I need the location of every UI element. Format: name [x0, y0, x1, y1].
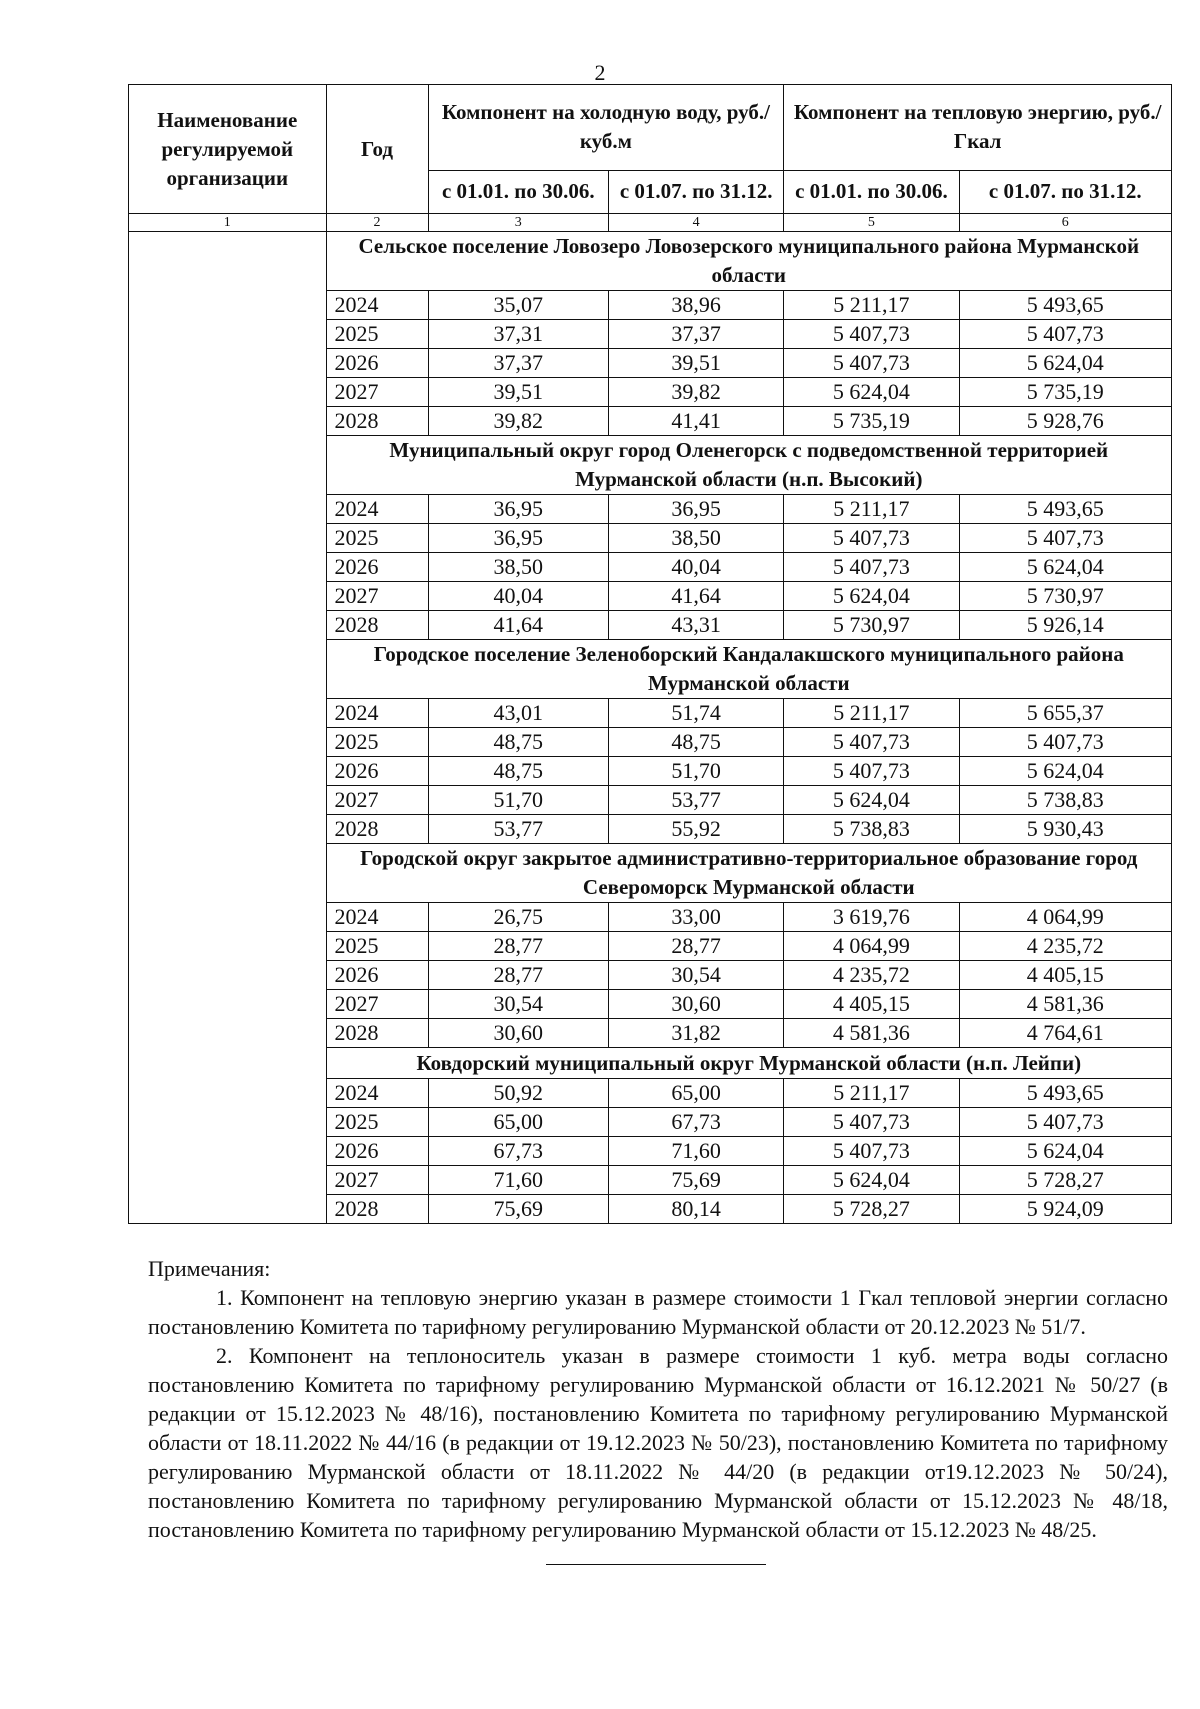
heat-period1-cell: 5 738,83: [784, 815, 959, 844]
heat-period1-cell: 5 211,17: [784, 699, 959, 728]
cold-water-period1-cell: 38,50: [428, 553, 609, 582]
section-title: Городской округ закрытое административно-территориальное образование город Североморск Мурманской области: [326, 844, 1171, 903]
heat-period1-cell: 5 407,73: [784, 1108, 959, 1137]
cold-water-period2-cell: 33,00: [609, 903, 784, 932]
cold-water-period1-cell: 39,82: [428, 407, 609, 436]
year-cell: 2027: [326, 1166, 428, 1195]
organization-cell: [129, 232, 327, 1224]
year-cell: 2025: [326, 728, 428, 757]
heat-period1-cell: 4 235,72: [784, 961, 959, 990]
heat-period1-cell: 4 064,99: [784, 932, 959, 961]
heat-period2-cell: 5 735,19: [959, 378, 1171, 407]
heat-period2-cell: 5 407,73: [959, 320, 1171, 349]
heat-period1-cell: 5 624,04: [784, 1166, 959, 1195]
heat-period1-cell: 5 728,27: [784, 1195, 959, 1224]
heat-period2-cell: 5 624,04: [959, 349, 1171, 378]
footer-divider: [546, 1564, 766, 1565]
section-title: Ковдорский муниципальный округ Мурманской области (н.п. Лейпи): [326, 1048, 1171, 1079]
heat-period2-cell: 5 407,73: [959, 524, 1171, 553]
heat-period2-cell: 5 728,27: [959, 1166, 1171, 1195]
heat-period1-cell: 5 407,73: [784, 553, 959, 582]
cold-water-period1-cell: 36,95: [428, 495, 609, 524]
year-cell: 2025: [326, 932, 428, 961]
year-cell: 2028: [326, 611, 428, 640]
cold-water-period2-cell: 39,82: [609, 378, 784, 407]
heat-period2-cell: 5 493,65: [959, 1079, 1171, 1108]
year-cell: 2024: [326, 291, 428, 320]
cold-water-period2-cell: 36,95: [609, 495, 784, 524]
column-number: 6: [959, 214, 1171, 232]
cold-water-period1-cell: 39,51: [428, 378, 609, 407]
section-title: Городское поселение Зеленоборский Кандалакшского муниципального района Мурманской области: [326, 640, 1171, 699]
year-cell: 2026: [326, 349, 428, 378]
year-cell: 2027: [326, 378, 428, 407]
year-cell: 2026: [326, 553, 428, 582]
cold-water-period2-cell: 67,73: [609, 1108, 784, 1137]
cold-water-period2-cell: 75,69: [609, 1166, 784, 1195]
heat-period2-cell: 4 764,61: [959, 1019, 1171, 1048]
year-cell: 2028: [326, 815, 428, 844]
year-cell: 2026: [326, 1137, 428, 1166]
heat-period2-cell: 5 493,65: [959, 291, 1171, 320]
year-cell: 2025: [326, 320, 428, 349]
heat-period2-cell: 4 235,72: [959, 932, 1171, 961]
year-cell: 2028: [326, 1019, 428, 1048]
year-cell: 2024: [326, 1079, 428, 1108]
year-cell: 2028: [326, 1195, 428, 1224]
column-number: 3: [428, 214, 609, 232]
year-cell: 2024: [326, 495, 428, 524]
cold-water-period1-cell: 51,70: [428, 786, 609, 815]
cold-water-period1-cell: 36,95: [428, 524, 609, 553]
year-cell: 2025: [326, 524, 428, 553]
cold-water-period2-cell: 41,64: [609, 582, 784, 611]
header-cold-water-period2: с 01.07. по 31.12.: [609, 170, 784, 213]
cold-water-period2-cell: 41,41: [609, 407, 784, 436]
heat-period2-cell: 5 407,73: [959, 728, 1171, 757]
cold-water-period2-cell: 55,92: [609, 815, 784, 844]
year-cell: 2026: [326, 757, 428, 786]
heat-period2-cell: 4 581,36: [959, 990, 1171, 1019]
cold-water-period2-cell: 39,51: [609, 349, 784, 378]
year-cell: 2025: [326, 1108, 428, 1137]
cold-water-period2-cell: 40,04: [609, 553, 784, 582]
cold-water-period2-cell: 65,00: [609, 1079, 784, 1108]
year-cell: 2024: [326, 699, 428, 728]
cold-water-period2-cell: 48,75: [609, 728, 784, 757]
heat-period1-cell: 5 624,04: [784, 582, 959, 611]
cold-water-period2-cell: 80,14: [609, 1195, 784, 1224]
cold-water-period2-cell: 53,77: [609, 786, 784, 815]
note-item: 2. Компонент на теплоноситель указан в размере стоимости 1 куб. метра воды согласно постановлению Комитета по тарифному регулированию Мурманской области от 16.12.2021 № 50/27 (в редакции от 15.12.2023 № 48/16), постановлению Комитета по тарифному регулированию Мурманской области от 18.11.2022 № 44/16 (в редакции от 19.12.2023 № 50/23), постановлению Комитета по тарифному регулированию Мурманской области от 18.11.2022 № 44/20 (в редакции от19.12.2023 № 50/24), постановлению Комитета по тарифному регулированию Мурманской области от 15.12.2023 № 48/18, постановлению Комитета по тарифному регулированию Мурманской области от 15.12.2023 № 48/25.: [148, 1343, 1168, 1542]
heat-period2-cell: 5 926,14: [959, 611, 1171, 640]
header-year: Год: [326, 85, 428, 214]
year-cell: 2027: [326, 786, 428, 815]
year-cell: 2028: [326, 407, 428, 436]
cold-water-period1-cell: 48,75: [428, 728, 609, 757]
section-title: Муниципальный округ город Оленегорск с подведомственной территорией Мурманской области (н.п. Высокий): [326, 436, 1171, 495]
cold-water-period2-cell: 30,60: [609, 990, 784, 1019]
heat-period2-cell: 5 738,83: [959, 786, 1171, 815]
cold-water-period2-cell: 28,77: [609, 932, 784, 961]
tariff-table: [128, 84, 1172, 1224]
heat-period1-cell: 5 407,73: [784, 728, 959, 757]
heat-period1-cell: 5 407,73: [784, 320, 959, 349]
heat-period1-cell: 5 407,73: [784, 757, 959, 786]
header-heat-period1: с 01.01. по 30.06.: [784, 170, 959, 213]
note-item: 1. Компонент на тепловую энергию указан в размере стоимости 1 Гкал тепловой энергии согласно постановлению Комитета по тарифному регулированию Мурманской области от 20.12.2023 № 51/7.: [148, 1285, 1168, 1339]
heat-period2-cell: 5 928,76: [959, 407, 1171, 436]
cold-water-period1-cell: 40,04: [428, 582, 609, 611]
heat-period2-cell: 5 624,04: [959, 757, 1171, 786]
cold-water-period2-cell: 38,50: [609, 524, 784, 553]
header-cold-water: Компонент на холодную воду, руб./куб.м: [428, 85, 784, 171]
notes-block: [148, 1254, 1168, 1544]
heat-period2-cell: 5 924,09: [959, 1195, 1171, 1224]
heat-period1-cell: 5 407,73: [784, 524, 959, 553]
cold-water-period1-cell: 37,37: [428, 349, 609, 378]
heat-period2-cell: 4 405,15: [959, 961, 1171, 990]
cold-water-period1-cell: 28,77: [428, 932, 609, 961]
table-body: [129, 232, 1172, 1224]
section-title-row: [129, 232, 1172, 291]
cold-water-period1-cell: 75,69: [428, 1195, 609, 1224]
cold-water-period2-cell: 38,96: [609, 291, 784, 320]
cold-water-period1-cell: 28,77: [428, 961, 609, 990]
cold-water-period2-cell: 43,31: [609, 611, 784, 640]
cold-water-period1-cell: 71,60: [428, 1166, 609, 1195]
column-number: 2: [326, 214, 428, 232]
header-heat-energy: Компонент на тепловую энергию, руб./Гкал: [784, 85, 1172, 171]
year-cell: 2027: [326, 582, 428, 611]
cold-water-period1-cell: 35,07: [428, 291, 609, 320]
column-number: 5: [784, 214, 959, 232]
cold-water-period1-cell: 41,64: [428, 611, 609, 640]
cold-water-period1-cell: 48,75: [428, 757, 609, 786]
heat-period1-cell: 5 211,17: [784, 1079, 959, 1108]
year-cell: 2027: [326, 990, 428, 1019]
heat-period2-cell: 5 624,04: [959, 553, 1171, 582]
notes-title: Примечания:: [148, 1256, 271, 1281]
cold-water-period2-cell: 51,70: [609, 757, 784, 786]
section-title: Сельское поселение Ловозеро Ловозерского муниципального района Мурманской области: [326, 232, 1171, 291]
cold-water-period1-cell: 53,77: [428, 815, 609, 844]
cold-water-period2-cell: 71,60: [609, 1137, 784, 1166]
header-heat-period2: с 01.07. по 31.12.: [959, 170, 1171, 213]
cold-water-period2-cell: 37,37: [609, 320, 784, 349]
heat-period2-cell: 4 064,99: [959, 903, 1171, 932]
cold-water-period2-cell: 31,82: [609, 1019, 784, 1048]
heat-period2-cell: 5 730,97: [959, 582, 1171, 611]
header-cold-water-period1: с 01.01. по 30.06.: [428, 170, 609, 213]
cold-water-period1-cell: 30,54: [428, 990, 609, 1019]
cold-water-period1-cell: 30,60: [428, 1019, 609, 1048]
heat-period1-cell: 5 211,17: [784, 291, 959, 320]
cold-water-period2-cell: 51,74: [609, 699, 784, 728]
cold-water-period2-cell: 30,54: [609, 961, 784, 990]
column-number: 1: [129, 214, 327, 232]
heat-period1-cell: 5 735,19: [784, 407, 959, 436]
cold-water-period1-cell: 37,31: [428, 320, 609, 349]
heat-period2-cell: 5 624,04: [959, 1137, 1171, 1166]
year-cell: 2024: [326, 903, 428, 932]
heat-period2-cell: 5 407,73: [959, 1108, 1171, 1137]
column-number: 4: [609, 214, 784, 232]
year-cell: 2026: [326, 961, 428, 990]
heat-period1-cell: 4 581,36: [784, 1019, 959, 1048]
cold-water-period1-cell: 65,00: [428, 1108, 609, 1137]
page-number: 2: [594, 60, 606, 85]
heat-period2-cell: 5 930,43: [959, 815, 1171, 844]
heat-period1-cell: 5 407,73: [784, 349, 959, 378]
header-organization: Наименование регулируемой организации: [129, 85, 327, 214]
heat-period2-cell: 5 493,65: [959, 495, 1171, 524]
cold-water-period1-cell: 67,73: [428, 1137, 609, 1166]
heat-period1-cell: 5 211,17: [784, 495, 959, 524]
heat-period1-cell: 5 407,73: [784, 1137, 959, 1166]
heat-period1-cell: 4 405,15: [784, 990, 959, 1019]
column-number-row: [129, 214, 1172, 232]
heat-period2-cell: 5 655,37: [959, 699, 1171, 728]
heat-period1-cell: 5 624,04: [784, 786, 959, 815]
heat-period1-cell: 3 619,76: [784, 903, 959, 932]
cold-water-period1-cell: 50,92: [428, 1079, 609, 1108]
cold-water-period1-cell: 43,01: [428, 699, 609, 728]
cold-water-period1-cell: 26,75: [428, 903, 609, 932]
heat-period1-cell: 5 730,97: [784, 611, 959, 640]
heat-period1-cell: 5 624,04: [784, 378, 959, 407]
